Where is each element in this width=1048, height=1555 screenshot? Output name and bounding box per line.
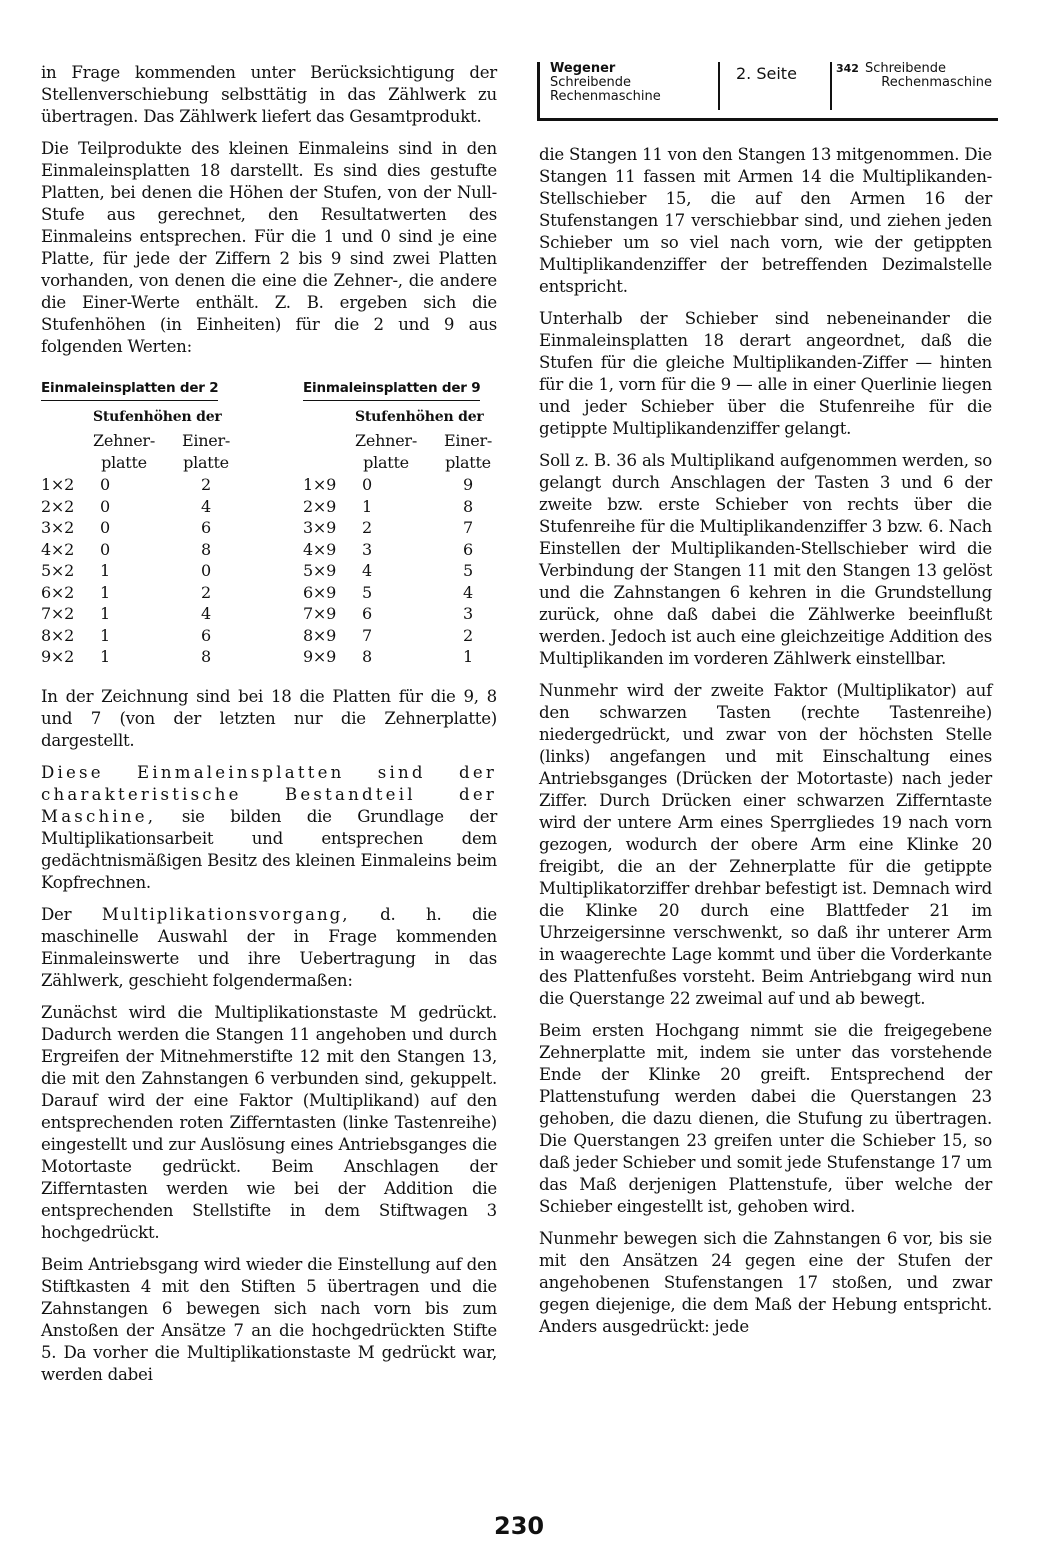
table-row — [41, 603, 256, 625]
tens-value: 0 — [100, 496, 110, 516]
page-number: 230 — [494, 1512, 545, 1540]
units-value: 3 — [463, 604, 473, 623]
table-header — [41, 430, 256, 474]
table-row — [41, 474, 256, 496]
left-column — [41, 62, 497, 1396]
header-right-1: Schreibende — [864, 61, 947, 76]
units-value: 0 — [201, 561, 211, 580]
table-row — [41, 560, 256, 582]
header-left — [550, 62, 715, 112]
table-row — [41, 517, 256, 539]
multiplication-tables — [41, 376, 497, 676]
paragraph — [41, 762, 497, 894]
table-row — [41, 496, 256, 518]
table-row — [303, 560, 518, 582]
tens-value: 1 — [100, 604, 110, 623]
header-number: 342 — [836, 62, 859, 75]
row-label: 5×9 — [303, 561, 337, 580]
row-label: 3×2 — [41, 518, 75, 537]
table-row — [303, 582, 518, 604]
tens-value: 7 — [362, 625, 372, 645]
row-label: 6×2 — [41, 582, 75, 602]
tens-value: 0 — [362, 475, 372, 494]
column-header-tens: Zehner- platte — [93, 431, 155, 472]
paragraph: Unterhalb der Schieber sind nebeneinander die Einmaleinsplatten 18 derart angeordnet, daß die Stufen für die gleiche Multiplikanden-Ziffer — hinten für die 1, vorn für die 9 — alle in einer Querlinie liegen und jeder Schieber über die Stufenreihe für die getippte Multiplikandenziffer gelangt. — [539, 309, 992, 438]
row-label: 4×2 — [41, 539, 75, 559]
units-value: 5 — [463, 561, 473, 580]
paragraph: Die Teilprodukte des kleinen Einmaleins sind in den Einmaleinsplatten 18 darstellt. Es sind dies gestufte Platten, bei denen die Höhen der Stufen, von der Null-Stufe aus gerechnet, den Resultatwerten des Einmaleins entsprechen. Für die 1 und 0 sind je eine Platte, für jede der Ziffern 2 bis 9 sind zwei Platten vorhanden, von denen die eine die Zehner-, die andere die Einer-Werte enthält. Z. B. ergeben sich die Stufenhöhen (in Einheiten) für die 2 und 9 aus folgenden Werten: — [41, 139, 497, 356]
row-label: 8×2 — [41, 625, 75, 645]
table-row — [41, 646, 256, 668]
header-author: Wegener — [550, 61, 616, 76]
units-value: 9 — [463, 475, 473, 494]
row-label: 8×9 — [303, 625, 337, 645]
units-value: 8 — [201, 539, 211, 559]
table-row — [303, 603, 518, 625]
row-label: 5×2 — [41, 561, 75, 580]
tens-value: 2 — [362, 518, 372, 537]
paragraph-text: sie bilden die Grundlage der Multiplikationsarbeit und entsprechen dem gedächtnismäßigen Besitz des kleinen Einmaleins beim Kopfrechnen. — [41, 807, 498, 892]
tens-value: 4 — [362, 561, 372, 580]
row-label: 6×9 — [303, 582, 337, 602]
paragraph: Nunmehr bewegen sich die Zahnstangen 6 vor, bis sie mit den Ansätzen 24 gegen eine der Stufen der angehobenen Stufenstangen 17 stoßen, und zwar gegen diejenige, die dem Maß der Hebung entspricht. Anders ausgedrückt: jede — [539, 1229, 992, 1336]
units-value: 6 — [201, 518, 211, 537]
tens-value: 3 — [362, 539, 372, 559]
table-row — [303, 539, 518, 561]
tens-value: 8 — [362, 647, 372, 666]
column-header-units: Einer- platte — [181, 431, 231, 472]
units-value: 2 — [201, 582, 211, 602]
spaced-text: charakteristische Bestandteil der — [41, 785, 497, 804]
table-row — [303, 625, 518, 647]
table-subtitle: Stufenhöhen der — [355, 409, 484, 425]
running-header — [537, 62, 998, 121]
row-label: 7×9 — [303, 604, 337, 623]
row-label: 2×9 — [303, 496, 337, 516]
row-label: 1×2 — [41, 475, 75, 494]
header-subject-2: Rechenmaschine — [550, 89, 661, 104]
header-right — [836, 62, 996, 112]
row-label: 2×2 — [41, 496, 75, 516]
paragraph: Zunächst wird die Multiplikationstaste M gedrückt. Dadurch werden die Stangen 11 angehoben und durch Ergreifen der Mitnehmerstifte 12 mit den Stangen 13, die mit den Zahnstangen 6 verbunden sind, gekuppelt. Darauf wird der eine Faktor (Multiplikand) auf den entsprechenden roten Zifferntasten (linke Tastenreihe) eingestellt und zur Auslösung eines Antriebsganges die Motortaste gedrückt. Beim Anschlagen der Zifferntasten werden wie bei der Addition die entsprechenden Stellstifte in dem Stiftwagen 3 hochgedrückt. — [41, 1003, 497, 1242]
row-label: 7×2 — [41, 604, 75, 623]
table-nines — [303, 376, 518, 666]
table-twos — [41, 376, 256, 666]
table-row — [303, 517, 518, 539]
table-header — [303, 430, 518, 474]
paragraph-text: Der — [41, 905, 102, 924]
table-row — [41, 625, 256, 647]
units-value: 6 — [201, 625, 211, 645]
tens-value: 0 — [100, 518, 110, 537]
header-subject-1: Schreibende — [550, 75, 632, 90]
column-header-units: Einer- platte — [443, 431, 493, 472]
paragraph: In der Zeichnung sind bei 18 die Platten für die 9, 8 und 7 (von der letzten nur die Zehnerplatte) dargestellt. — [41, 687, 497, 750]
row-label: 9×2 — [41, 647, 75, 666]
table-title: Einmaleinsplatten der 9 — [303, 377, 480, 401]
spaced-text: Diese Einmaleinsplatten sind der — [41, 763, 497, 782]
units-value: 2 — [463, 625, 473, 645]
table-title: Einmaleinsplatten der 2 — [41, 377, 218, 401]
tens-value: 1 — [100, 647, 110, 666]
table-row — [41, 539, 256, 561]
table-row — [41, 582, 256, 604]
units-value: 6 — [463, 539, 473, 559]
units-value: 7 — [463, 518, 473, 537]
units-value: 1 — [463, 647, 473, 666]
header-right-2: Rechenmaschine — [881, 75, 992, 90]
table-row — [303, 496, 518, 518]
paragraph — [41, 904, 497, 992]
tens-value: 1 — [100, 582, 110, 602]
tens-value: 0 — [100, 475, 110, 494]
spaced-text: Multiplikationsvorgang, — [101, 905, 350, 924]
paragraph: Beim ersten Hochgang nimmt sie die freigegebene Zehnerplatte mit, indem sie unter das vorstehende Ende der Klinke 20 greift. Entsprechend der Plattenstufung werden dabei die Querstangen 23 gehoben, die dazu dienen, die Stufung zu übertragen. Die Querstangen 23 greifen unter die Schieber 15, so daß jeder Schieber und somit jede Stufenstange 17 um das Maß derjenigen Plattenstufe, über welche der Schieber eingestellt ist, gehoben wird. — [539, 1021, 992, 1216]
paragraph: in Frage kommenden unter Berücksichtigung der Stellenverschiebung selbsttätig in das Zählwerk zu übertragen. Das Zählwerk liefert das Gesamtprodukt. — [41, 63, 497, 126]
paragraph: Soll z. B. 36 als Multiplikand aufgenommen werden, so gelangt durch Anschlagen der Tasten 3 und 6 der zweite bzw. erste Schieber von rechts über die Stufenreihe für die Multiplikandenziffer 3 bzw. 6. Nach Einstellen der Multiplikanden-Stellschieber wird die Verbindung der Stangen 11 mit den Stangen 13 gelöst und die Zahnstangen 6 kehren in die Grundstellung zurück, ohne daß dabei die Zählwerke beeinflußt werden. Jedoch ist auch eine gleichzeitige Addition des Multiplikanden im vorderen Zählwerk einstellbar. — [539, 451, 992, 668]
table-row — [303, 474, 518, 496]
units-value: 4 — [201, 604, 211, 623]
units-value: 8 — [201, 647, 211, 666]
table-body — [303, 474, 518, 668]
right-column — [539, 144, 992, 1348]
tens-value: 1 — [362, 496, 372, 516]
units-value: 2 — [201, 475, 211, 494]
paragraph-text: d. h. die maschinelle Auswahl der in Frage kommenden Einmaleinswerte und ihre Uebertragung in das Zählwerk, geschieht folgendermaßen: — [41, 905, 497, 990]
row-label: 3×9 — [303, 518, 337, 537]
row-label: 1×9 — [303, 475, 337, 494]
spaced-text: Maschine, — [41, 807, 157, 826]
table-body — [41, 474, 256, 668]
row-label: 4×9 — [303, 539, 337, 559]
units-value: 4 — [201, 496, 211, 516]
header-middle — [718, 62, 832, 110]
paragraph: Nunmehr wird der zweite Faktor (Multiplikator) auf den schwarzen Tasten (rechte Tastenreihe) niedergedrückt, und zwar von der höchsten Stelle (links) angefangen und mit Einschaltung eines Antriebsganges (Drücken der Motortaste) nach jeder Ziffer. Durch Drücken einer schwarzen Zifferntaste wird der untere Arm eines Sperrgliedes 19 nach vorn gezogen, wodurch der obere Arm eine Klinke 20 freigibt, die an der Zehnerplatte für die getippte Multiplikatorziffer drehbar befestigt ist. Demnach wird die Klinke 20 durch eine Blattfeder 21 im Uhrzeigersinne verschwenkt, so daß ihr unterer Arm in waagerechte Lage kommt und über die Vorderkante des Plattenfußes vorsteht. Beim Antriebgang wird nun die Querstange 22 zweimal auf und ab bewegt. — [539, 681, 992, 1008]
units-value: 4 — [463, 582, 473, 602]
column-header-tens: Zehner- platte — [355, 431, 417, 472]
tens-value: 0 — [100, 539, 110, 559]
units-value: 8 — [463, 496, 473, 516]
table-row — [303, 646, 518, 668]
table-subtitle: Stufenhöhen der — [93, 409, 222, 425]
paragraph: Beim Antriebsgang wird wieder die Einstellung auf den Stiftkasten 4 mit den Stiften 5 übertragen und die Zahnstangen 6 bewegen sich nach vorn bis zum Anstoßen der Ansätze 7 an die hochgedrückten Stifte 5. Da vorher die Multiplikationstaste M gedrückt war, werden dabei — [41, 1255, 497, 1384]
row-label: 9×9 — [303, 647, 337, 666]
tens-value: 1 — [100, 561, 110, 580]
tens-value: 5 — [362, 582, 372, 602]
paragraph: die Stangen 11 von den Stangen 13 mitgenommen. Die Stangen 11 fassen mit Armen 14 die Multiplikanden-Stellschieber 15, die auf den Armen 16 der Stufenstangen 17 verschiebbar sind, und ziehen jeden Schieber um so viel nach vorn, wie der getippten Multiplikandenziffer der betreffenden Dezimalstelle entspricht. — [539, 145, 992, 296]
tens-value: 1 — [100, 625, 110, 645]
header-page-side: 2. Seite — [736, 64, 797, 83]
tens-value: 6 — [362, 604, 372, 623]
